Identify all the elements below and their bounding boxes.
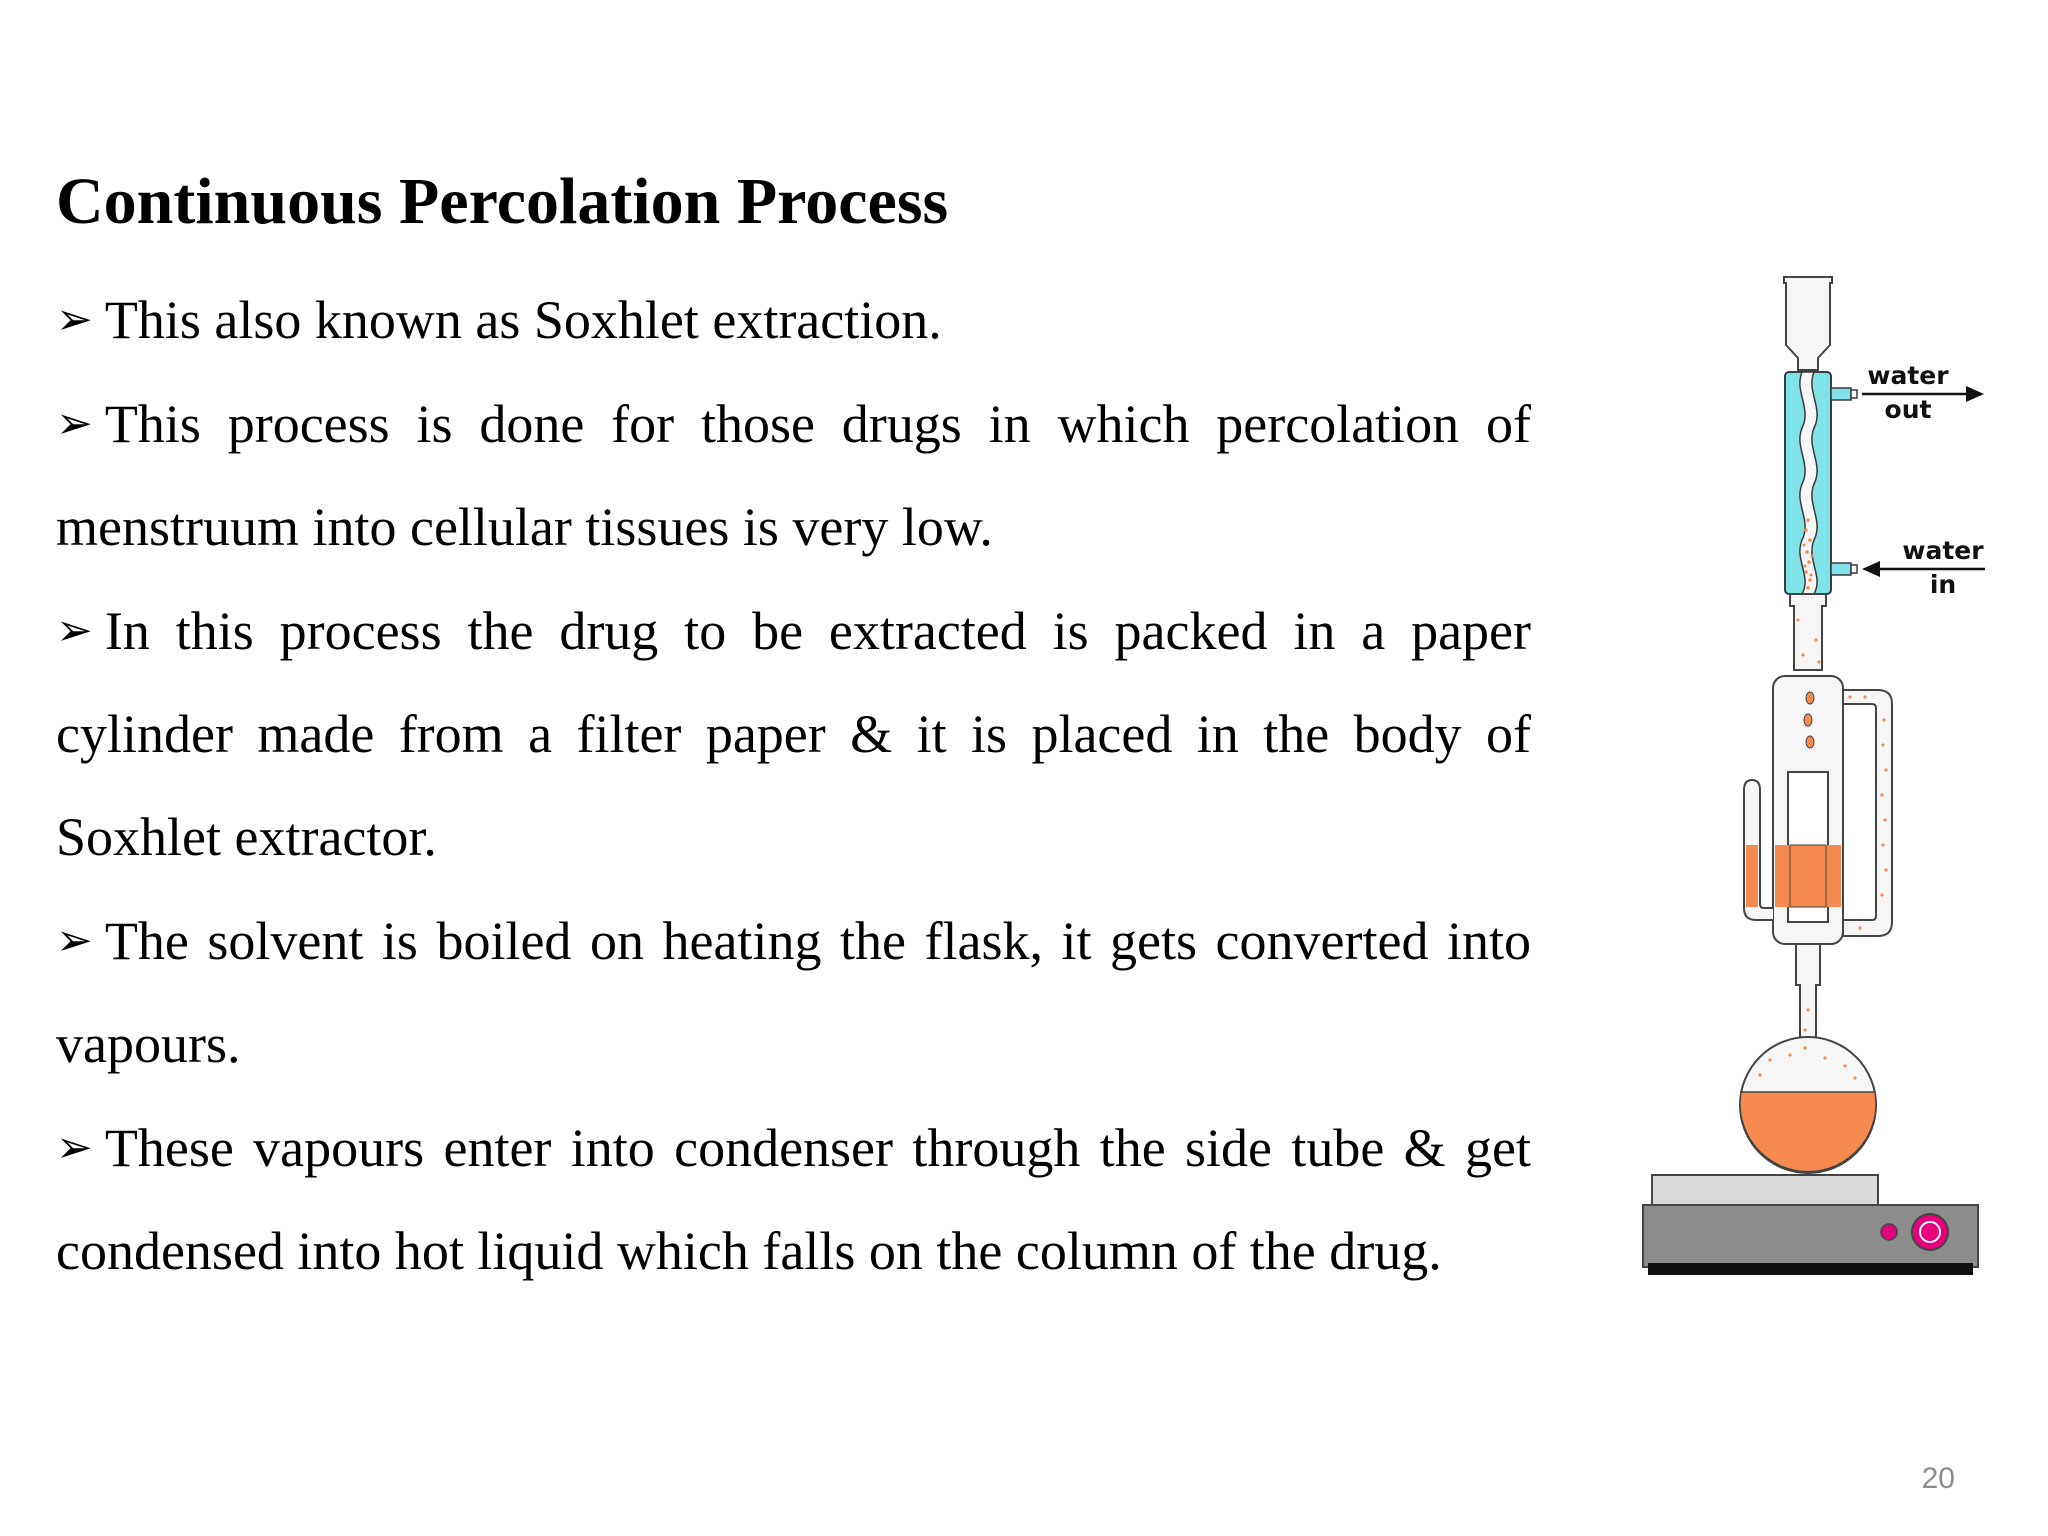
arrow-bullet-icon: ➢ (56, 398, 93, 449)
bullet-text: This process is done for those drugs in which percolation of menstruum into cellular tissues is very low. (56, 394, 1531, 557)
bullet-text: These vapours enter into condenser through the side tube & get condensed into hot liquid which falls on the column of the drug. (56, 1118, 1531, 1281)
indicator-light-icon (1881, 1224, 1897, 1240)
arrow-bullet-icon: ➢ (56, 1122, 93, 1173)
slide-body (56, 268, 1531, 1303)
heat-knob-icon (1912, 1214, 1948, 1250)
soxhlet-apparatus-figure (1630, 265, 1990, 1280)
water-in-label: in (1929, 570, 1957, 599)
water-out-label: out (1884, 395, 1932, 424)
water-out-nozzle (1831, 388, 1851, 400)
flask-solvent (1740, 1092, 1876, 1172)
vapour-side-arm (1843, 690, 1892, 936)
arrow-bullet-icon: ➢ (56, 915, 93, 966)
hot-plate-top (1652, 1175, 1878, 1205)
condenser-top-adapter (1784, 277, 1832, 370)
water-out-nozzle-tip (1851, 390, 1857, 398)
thimble-solvent (1790, 845, 1826, 907)
arrow-bullet-icon: ➢ (56, 605, 93, 656)
bullet-paragraph (56, 268, 1531, 372)
water-in-label: water (1902, 536, 1984, 565)
water-in-arrow-icon (1862, 561, 1880, 577)
bullet-text: The solvent is boiled on heating the flask, it gets converted into vapours. (56, 911, 1531, 1074)
bullet-text: This also known as Soxhlet extraction. (104, 290, 942, 350)
bullet-paragraph (56, 1096, 1531, 1303)
ground-glass-joint (1790, 594, 1826, 670)
extractor-stem (1796, 944, 1820, 1045)
bullet-paragraph (56, 372, 1531, 579)
page-number: 20 (1921, 1462, 1955, 1495)
water-out-arrow-icon (1966, 386, 1984, 402)
water-in-nozzle-tip (1851, 565, 1857, 573)
hot-plate-base (1648, 1263, 1973, 1275)
water-out-label: water (1867, 361, 1949, 390)
bullet-text: In this process the drug to be extracted is packed in a paper cylinder made from a filter paper & it is placed in the body of Soxhlet extractor. (56, 601, 1531, 867)
arrow-bullet-icon: ➢ (56, 294, 93, 345)
bullet-paragraph (56, 889, 1531, 1096)
water-in-nozzle (1831, 563, 1851, 575)
soxhlet-apparatus-drawing (1630, 265, 1990, 1280)
siphon-solvent (1746, 845, 1758, 907)
slide-title: Continuous Percolation Process (56, 165, 949, 238)
bullet-paragraph (56, 579, 1531, 889)
